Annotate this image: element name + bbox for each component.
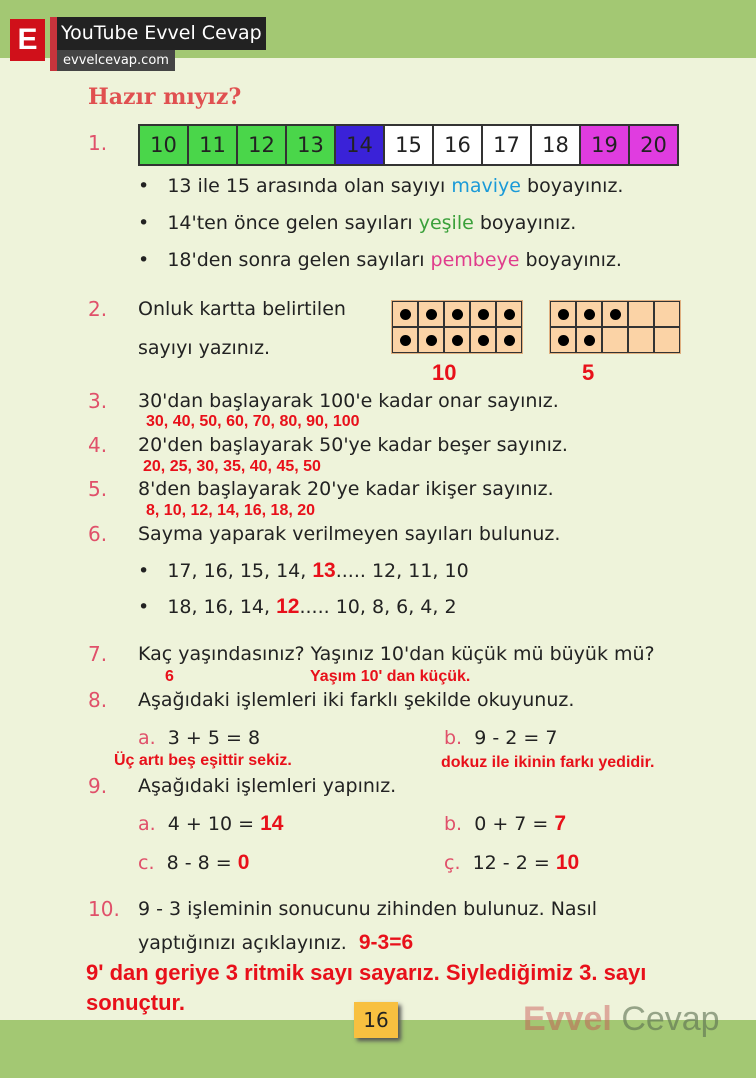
dot-icon — [558, 335, 569, 346]
text: 10, 8, 6, 4, 2 — [335, 596, 457, 618]
dot-icon — [478, 309, 489, 320]
dot-icon — [452, 309, 463, 320]
q2-answer-1: 10 — [432, 360, 457, 385]
dot-icon — [452, 335, 463, 346]
number-cell: 18 — [532, 126, 581, 164]
number-cell: 15 — [385, 126, 434, 164]
frame-cell — [576, 301, 602, 327]
q8-a — [138, 727, 260, 749]
q6-seq-1: • 17, 16, 15, 14, 13..... 12, 11, 10 — [138, 559, 469, 582]
text: boyayınız. — [479, 212, 577, 234]
dot-icon — [504, 335, 515, 346]
frame-cell — [628, 301, 654, 327]
text: 18, 16, 14, — [167, 596, 271, 618]
dot-icon — [558, 309, 569, 320]
ten-frame-2 — [549, 300, 681, 354]
q9-item-d — [444, 852, 579, 874]
q9-answer-d: 10 — [555, 851, 580, 874]
expr: 3 + 5 = 8 — [167, 727, 261, 749]
dot-icon — [426, 335, 437, 346]
frame-cell — [654, 327, 680, 353]
q5-answer: 8, 10, 12, 14, 16, 18, 20 — [146, 502, 316, 519]
q7-answer-age: 6 — [165, 668, 174, 685]
blank: ..... — [299, 596, 330, 618]
frame-cell — [602, 301, 628, 327]
q5-number: 5. — [88, 477, 108, 501]
dot-icon — [584, 309, 595, 320]
label: c. — [138, 852, 155, 874]
number-strip — [138, 124, 679, 166]
q2-number: 2. — [88, 297, 108, 321]
q2-line2: sayıyı yazınız. — [138, 337, 271, 359]
dot-icon — [400, 309, 411, 320]
q9-answer-c: 0 — [237, 851, 250, 874]
frame-cell — [444, 301, 470, 327]
q1-bullet-3: • 18'den sonra gelen sayıları pembeye boyayınız. — [138, 249, 622, 271]
q9-answer-a: 14 — [260, 812, 284, 835]
q6-answer-1: 13 — [312, 559, 336, 582]
q10-line1: 9 - 3 işleminin sonucunu zihinden bulunuz. Nasıl — [138, 898, 598, 920]
q10-line2: yaptığınızı açıklayınız. — [138, 932, 347, 954]
q3-text: 30'dan başlayarak 100'e kadar onar sayınız. — [138, 390, 559, 412]
label: a. — [138, 813, 156, 835]
number-cell: 11 — [189, 126, 238, 164]
frame-cell — [470, 327, 496, 353]
channel-name: YouTube Evvel Cevap — [57, 17, 266, 50]
q2-line1: Onluk kartta belirtilen — [138, 298, 346, 320]
logo-bar — [50, 17, 57, 71]
text: 12, 11, 10 — [371, 560, 469, 582]
expr: 4 + 10 = — [167, 813, 255, 835]
q10-number: 10. — [88, 897, 120, 921]
frame-cell — [392, 301, 418, 327]
q1-bullet-1: • 13 ile 15 arasında olan sayıyı maviye boyayınız. — [138, 175, 624, 197]
q8-answer-a: Üç artı beş eşittir sekiz. — [114, 752, 292, 769]
frame-cell — [576, 327, 602, 353]
label: a. — [138, 727, 156, 749]
q5-text: 8'den başlayarak 20'ye kadar ikişer sayınız. — [138, 478, 554, 500]
expr: 9 - 2 = 7 — [474, 727, 558, 749]
brand-part-2: Cevap — [621, 1000, 720, 1038]
text: 14'ten önce gelen sayıları — [167, 212, 413, 234]
number-cell: 14 — [336, 126, 385, 164]
text: 18'den sonra gelen sayıları — [167, 249, 425, 271]
blank: ..... — [335, 560, 366, 582]
q3-number: 3. — [88, 389, 108, 413]
q9-text: Aşağıdaki işlemleri yapınız. — [138, 775, 397, 797]
q4-answer: 20, 25, 30, 35, 40, 45, 50 — [143, 458, 321, 475]
page-number: 16 — [354, 1002, 398, 1038]
dot-icon — [584, 335, 595, 346]
text: 17, 16, 15, 14, — [167, 560, 307, 582]
site-name: evvelcevap.com — [57, 50, 175, 71]
q10-line2-row — [138, 932, 413, 954]
q9-item-b — [444, 813, 566, 835]
dot-icon — [478, 335, 489, 346]
q2-answer-2: 5 — [582, 360, 595, 385]
q1-bullet-2: • 14'ten önce gelen sayıları yeşile boyayınız. — [138, 212, 577, 234]
q8-text: Aşağıdaki işlemleri iki farklı şekilde okuyunuz. — [138, 689, 575, 711]
frame-cell — [550, 327, 576, 353]
text: boyayınız. — [525, 249, 622, 271]
frame-cell — [654, 301, 680, 327]
frame-cell — [444, 327, 470, 353]
number-cell: 13 — [287, 126, 336, 164]
q1-number: 1. — [88, 131, 108, 155]
brand-watermark — [523, 1000, 720, 1039]
color-word: pembeye — [430, 249, 520, 271]
q9-number: 9. — [88, 774, 108, 798]
q4-text: 20'den başlayarak 50'ye kadar beşer sayınız. — [138, 434, 568, 456]
color-word: maviye — [451, 175, 521, 197]
q8-b — [444, 727, 557, 749]
q7-number: 7. — [88, 642, 108, 666]
frame-cell — [550, 301, 576, 327]
q6-seq-2: • 18, 16, 14, 12..... 10, 8, 6, 4, 2 — [138, 595, 457, 618]
color-word: yeşile — [418, 212, 474, 234]
number-cell: 17 — [483, 126, 532, 164]
frame-cell — [418, 301, 444, 327]
expr: 0 + 7 = — [474, 813, 549, 835]
q9-answer-b: 7 — [554, 812, 567, 835]
q8-answer-b: dokuz ile ikinin farkı yedidir. — [441, 754, 655, 771]
number-cell: 10 — [140, 126, 189, 164]
frame-cell — [496, 301, 522, 327]
text: boyayınız. — [527, 175, 624, 197]
q6-number: 6. — [88, 522, 108, 546]
expr: 8 - 8 = — [166, 852, 232, 874]
q7-answer: Yaşım 10' dan küçük. — [310, 668, 471, 685]
dot-icon — [400, 335, 411, 346]
text: 13 ile 15 arasında olan sayıyı — [167, 175, 446, 197]
frame-cell — [392, 327, 418, 353]
dot-icon — [504, 309, 515, 320]
q6-answer-2: 12 — [276, 595, 300, 618]
frame-cell — [602, 327, 628, 353]
label: b. — [444, 727, 463, 749]
expr: 12 - 2 = — [472, 852, 550, 874]
q3-answer: 30, 40, 50, 60, 70, 80, 90, 100 — [146, 413, 360, 430]
q8-number: 8. — [88, 688, 108, 712]
brand-part-1: Evvel — [523, 1000, 612, 1038]
q7-text: Kaç yaşındasınız? Yaşınız 10'dan küçük mü büyük mü? — [138, 643, 655, 665]
label: ç. — [444, 852, 461, 874]
q10-answer-3: sonuçtur. — [86, 990, 186, 1015]
frame-cell — [418, 327, 444, 353]
frame-cell — [470, 301, 496, 327]
frame-cell — [628, 327, 654, 353]
q9-item-a — [138, 813, 283, 835]
q6-text: Sayma yaparak verilmeyen sayıları bulunuz. — [138, 523, 561, 545]
q10-answer-1: 9-3=6 — [358, 931, 414, 954]
frame-cell — [496, 327, 522, 353]
q9-item-c — [138, 852, 249, 874]
ten-frame-1 — [391, 300, 523, 354]
logo-icon: E — [10, 19, 45, 61]
number-cell: 16 — [434, 126, 483, 164]
section-title: Hazır mıyız? — [88, 84, 242, 110]
number-cell: 12 — [238, 126, 287, 164]
q10-answer-2: 9' dan geriye 3 ritmik sayı sayarız. Siylediğimiz 3. sayı — [86, 960, 647, 985]
label: b. — [444, 813, 463, 835]
dot-icon — [426, 309, 437, 320]
number-cell: 19 — [581, 126, 630, 164]
q4-number: 4. — [88, 433, 108, 457]
dot-icon — [610, 309, 621, 320]
number-cell: 20 — [630, 126, 677, 164]
